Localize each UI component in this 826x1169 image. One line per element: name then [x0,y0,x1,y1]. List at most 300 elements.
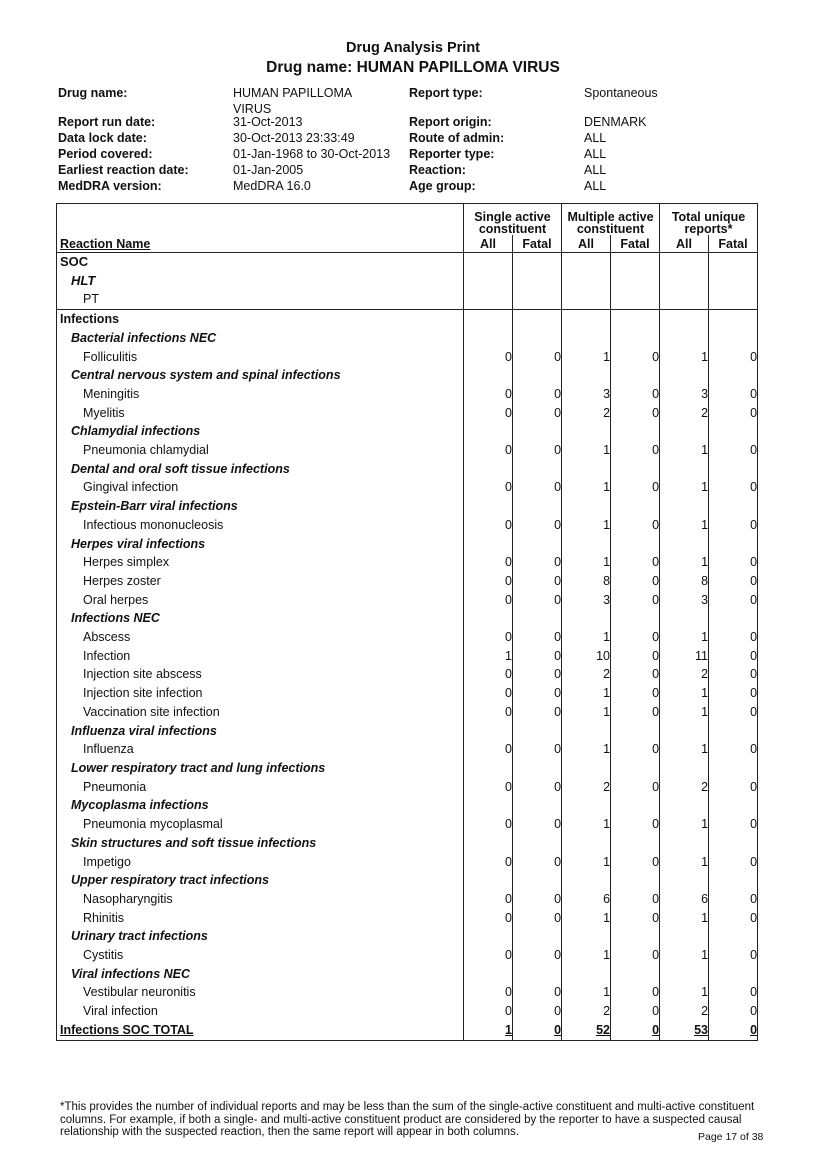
value-period-covered: 01-Jan-1968 to 30-Oct-2013 [233,147,391,161]
page-number: Page 17 of 38 [698,1131,764,1143]
count-single-all: 0 [464,909,513,928]
count-total-all: 3 [660,591,709,610]
reaction-name: Chlamydial infections [57,422,464,441]
header-spacer [57,204,464,236]
count-single-fatal: 0 [513,516,562,535]
col-header-multiple-all: All [562,235,611,253]
label-report-run-date: Report run date: [58,115,156,129]
count-single-all [464,609,513,628]
count-total-fatal [709,759,758,778]
soc-row [57,310,758,329]
legend-row-pt [57,290,758,309]
count-multiple-all: 2 [562,404,611,423]
count-total-fatal: 0 [709,478,758,497]
count-multiple-all [562,609,611,628]
label-report-origin: Report origin: [409,115,492,129]
count-single-all: 1 [464,647,513,666]
count-multiple-all: 1 [562,628,611,647]
soc-total-row [57,1021,758,1040]
pt-row [57,478,758,497]
count-multiple-fatal [611,796,660,815]
count-single-all: 0 [464,946,513,965]
hlt-row [57,759,758,778]
count-single-fatal: 0 [513,647,562,666]
pt-row [57,778,758,797]
value-report-type: Spontaneous [584,86,658,100]
hlt-row [57,871,758,890]
count-total-all [660,609,709,628]
legend-soc: SOC [57,253,464,272]
count-multiple-all: 1 [562,983,611,1002]
count-total-fatal [709,834,758,853]
count-multiple-all: 1 [562,516,611,535]
count-multiple-fatal: 0 [611,815,660,834]
label-drug-name: Drug name: [58,86,128,100]
count-total-fatal [709,460,758,479]
count-multiple-all [562,759,611,778]
value-reaction: ALL [584,163,607,177]
footnote: *This provides the number of individual reports and may be less than the sum of the single-active constituent and multi-active constituent columns. For example, if both a single- and multi-active constituent product are considered by the reporter to have a suspected causal relationship with the suspected reaction, then the same report will appear in both columns. [60,1101,755,1138]
count-multiple-fatal: 0 [611,983,660,1002]
reaction-name: Herpes viral infections [57,535,464,554]
soc-total-label: Infections SOC TOTAL [57,1021,464,1040]
count-single-fatal: 0 [513,890,562,909]
value-data-lock-date: 30-Oct-2013 23:33:49 [233,131,355,145]
pt-row [57,628,758,647]
reaction-name: Abscess [57,628,464,647]
count-total-all [660,366,709,385]
hlt-row [57,927,758,946]
pt-row [57,348,758,367]
count-total-all [660,460,709,479]
count-total-fatal: 0 [709,665,758,684]
count-multiple-fatal: 0 [611,348,660,367]
count-multiple-all: 1 [562,909,611,928]
count-multiple-fatal: 0 [611,404,660,423]
reaction-name: Myelitis [57,404,464,423]
count-single-all [464,796,513,815]
count-total-all: 1 [660,516,709,535]
count-multiple-fatal [611,609,660,628]
count-multiple-all [562,422,611,441]
count-multiple-fatal [611,422,660,441]
count-total-all [660,310,709,329]
count-total-all [660,329,709,348]
count-total-all [660,722,709,741]
count-multiple-fatal [611,460,660,479]
count-total-all: 2 [660,1002,709,1021]
count-single-fatal [513,871,562,890]
reaction-name: Infections NEC [57,609,464,628]
count-total-fatal: 0 [709,385,758,404]
legend-pt: PT [57,290,464,309]
count-multiple-fatal [611,927,660,946]
pt-row [57,1002,758,1021]
count-multiple-fatal: 0 [611,591,660,610]
pt-row [57,647,758,666]
count-multiple-all: 1 [562,740,611,759]
count-single-all: 0 [464,385,513,404]
count-multiple-fatal: 0 [611,665,660,684]
count-total-fatal: 0 [709,890,758,909]
count-single-fatal: 0 [513,665,562,684]
hlt-row [57,722,758,741]
pt-row [57,516,758,535]
count-total-fatal [709,927,758,946]
count-total-all: 1 [660,628,709,647]
count-single-fatal: 0 [513,703,562,722]
label-earliest-reaction-date: Earliest reaction date: [58,163,189,177]
value-report-run-date: 31-Oct-2013 [233,115,303,129]
count-multiple-fatal [611,834,660,853]
reaction-name: Vestibular neuronitis [57,983,464,1002]
count-total-fatal [709,609,758,628]
count-single-all [464,366,513,385]
reaction-name: Injection site infection [57,684,464,703]
count-total-all [660,497,709,516]
count-multiple-all [562,535,611,554]
count-multiple-all [562,366,611,385]
total-multiple-all: 52 [562,1021,611,1040]
count-total-all [660,535,709,554]
pt-row [57,572,758,591]
count-total-fatal [709,422,758,441]
col-header-single-fatal: Fatal [513,235,562,253]
count-total-all: 8 [660,572,709,591]
count-multiple-fatal: 0 [611,703,660,722]
label-age-group: Age group: [409,179,476,193]
count-multiple-all [562,497,611,516]
count-multiple-fatal: 0 [611,890,660,909]
count-single-all: 0 [464,441,513,460]
pt-row [57,740,758,759]
col-header-total-fatal: Fatal [709,235,758,253]
count-single-fatal [513,422,562,441]
count-single-all: 0 [464,853,513,872]
count-single-fatal: 0 [513,815,562,834]
count-single-fatal [513,927,562,946]
count-single-fatal: 0 [513,478,562,497]
count-single-fatal: 0 [513,553,562,572]
count-multiple-all: 1 [562,441,611,460]
count-total-fatal: 0 [709,647,758,666]
count-single-fatal [513,965,562,984]
reaction-name: Cystitis [57,946,464,965]
hlt-row [57,535,758,554]
reaction-name: Influenza [57,740,464,759]
count-multiple-fatal: 0 [611,740,660,759]
count-single-all [464,871,513,890]
count-single-fatal [513,722,562,741]
total-total-fatal: 0 [709,1021,758,1040]
count-single-fatal [513,497,562,516]
count-single-all: 0 [464,572,513,591]
count-single-all [464,497,513,516]
count-total-fatal: 0 [709,853,758,872]
count-total-fatal: 0 [709,684,758,703]
count-single-fatal: 0 [513,404,562,423]
count-total-fatal: 0 [709,909,758,928]
count-total-all: 1 [660,983,709,1002]
col-group-single-active: Single active constituent [464,204,562,236]
count-multiple-all: 1 [562,684,611,703]
count-total-fatal: 0 [709,703,758,722]
count-multiple-all [562,796,611,815]
count-total-fatal: 0 [709,815,758,834]
count-multiple-all: 1 [562,815,611,834]
reaction-name: Viral infections NEC [57,965,464,984]
count-total-all [660,834,709,853]
count-multiple-fatal [611,722,660,741]
count-total-all [660,796,709,815]
count-multiple-all [562,834,611,853]
count-total-all [660,871,709,890]
count-multiple-fatal: 0 [611,572,660,591]
reaction-name: Bacterial infections NEC [57,329,464,348]
hlt-row [57,366,758,385]
pt-row [57,665,758,684]
reaction-name: Vaccination site infection [57,703,464,722]
reaction-name: Herpes simplex [57,553,464,572]
hlt-row [57,329,758,348]
count-total-fatal: 0 [709,628,758,647]
count-total-fatal: 0 [709,572,758,591]
reaction-name: Oral herpes [57,591,464,610]
count-single-all: 0 [464,684,513,703]
count-total-fatal: 0 [709,516,758,535]
count-total-all: 1 [660,909,709,928]
col-header-multiple-fatal: Fatal [611,235,660,253]
reaction-table-body [57,253,758,1041]
count-total-fatal: 0 [709,348,758,367]
hlt-row [57,422,758,441]
count-single-fatal [513,796,562,815]
hlt-row [57,460,758,479]
count-total-all: 2 [660,665,709,684]
count-total-all: 1 [660,946,709,965]
count-total-fatal [709,366,758,385]
label-route-of-admin: Route of admin: [409,131,505,145]
count-single-fatal: 0 [513,385,562,404]
report-title: Drug Analysis Print [345,40,481,56]
count-multiple-fatal: 0 [611,385,660,404]
count-total-all [660,965,709,984]
count-total-fatal: 0 [709,946,758,965]
pt-row [57,591,758,610]
count-total-all: 2 [660,404,709,423]
count-multiple-fatal: 0 [611,441,660,460]
count-multiple-all: 6 [562,890,611,909]
count-single-fatal [513,310,562,329]
count-single-fatal [513,535,562,554]
count-multiple-all: 1 [562,703,611,722]
count-multiple-fatal [611,310,660,329]
col-group-multiple-active: Multiple active constituent [562,204,660,236]
count-multiple-all [562,927,611,946]
count-single-fatal [513,366,562,385]
label-data-lock-date: Data lock date: [58,131,147,145]
count-multiple-all: 1 [562,853,611,872]
reaction-name: Impetigo [57,853,464,872]
count-multiple-all: 8 [562,572,611,591]
count-multiple-all: 2 [562,665,611,684]
count-multiple-fatal [611,871,660,890]
count-total-fatal [709,497,758,516]
count-single-fatal: 0 [513,441,562,460]
count-multiple-all: 1 [562,348,611,367]
count-total-fatal [709,535,758,554]
reaction-name: Gingival infection [57,478,464,497]
count-single-fatal: 0 [513,591,562,610]
value-report-origin: DENMARK [584,115,647,129]
count-multiple-all [562,722,611,741]
label-reporter-type: Reporter type: [409,147,495,161]
pt-row [57,553,758,572]
count-total-fatal: 0 [709,983,758,1002]
reaction-name: Viral infection [57,1002,464,1021]
reaction-name: Pneumonia chlamydial [57,441,464,460]
count-multiple-fatal: 0 [611,778,660,797]
col-header-single-all: All [464,235,513,253]
count-single-fatal [513,460,562,479]
count-total-all [660,759,709,778]
count-single-fatal: 0 [513,348,562,367]
count-total-fatal: 0 [709,441,758,460]
reaction-name: Injection site abscess [57,665,464,684]
count-single-all: 0 [464,348,513,367]
count-multiple-fatal [611,535,660,554]
count-total-all [660,927,709,946]
reaction-table [56,203,758,1041]
count-single-fatal: 0 [513,946,562,965]
count-single-fatal: 0 [513,909,562,928]
reaction-name: Influenza viral infections [57,722,464,741]
count-single-all [464,834,513,853]
count-total-all: 2 [660,778,709,797]
count-single-all: 0 [464,815,513,834]
col-header-total-all: All [660,235,709,253]
count-multiple-fatal [611,366,660,385]
count-single-fatal: 0 [513,983,562,1002]
pt-row [57,684,758,703]
count-single-fatal: 0 [513,740,562,759]
count-multiple-all: 2 [562,1002,611,1021]
reaction-name: Pneumonia mycoplasmal [57,815,464,834]
hlt-row [57,965,758,984]
count-single-all: 0 [464,404,513,423]
count-multiple-all: 1 [562,478,611,497]
reaction-name: Central nervous system and spinal infections [57,366,464,385]
value-route-of-admin: ALL [584,131,607,145]
count-total-fatal [709,965,758,984]
reaction-name: Urinary tract infections [57,927,464,946]
count-single-fatal: 0 [513,684,562,703]
count-multiple-fatal [611,965,660,984]
count-multiple-all [562,871,611,890]
count-single-fatal [513,329,562,348]
count-total-all: 1 [660,703,709,722]
pt-row [57,890,758,909]
label-reaction: Reaction: [409,163,466,177]
value-earliest-reaction-date: 01-Jan-2005 [233,163,304,177]
total-total-all: 53 [660,1021,709,1040]
reaction-name: Infections [57,310,464,329]
count-total-all: 1 [660,553,709,572]
count-single-all [464,329,513,348]
count-total-fatal [709,310,758,329]
reaction-name: Nasopharyngitis [57,890,464,909]
hlt-row [57,796,758,815]
count-single-all [464,759,513,778]
count-multiple-all [562,460,611,479]
count-multiple-fatal: 0 [611,628,660,647]
count-single-all [464,927,513,946]
value-reporter-type: ALL [584,147,607,161]
total-single-all: 1 [464,1021,513,1040]
count-single-all: 0 [464,740,513,759]
reaction-name: Herpes zoster [57,572,464,591]
count-total-fatal: 0 [709,1002,758,1021]
count-single-fatal: 0 [513,778,562,797]
count-multiple-fatal: 0 [611,946,660,965]
reaction-name: Skin structures and soft tissue infections [57,834,464,853]
count-single-all: 0 [464,553,513,572]
count-single-fatal [513,759,562,778]
count-single-all [464,965,513,984]
count-total-all: 1 [660,478,709,497]
count-single-all [464,460,513,479]
count-total-fatal [709,871,758,890]
pt-row [57,909,758,928]
count-single-fatal: 0 [513,1002,562,1021]
count-single-fatal [513,609,562,628]
reaction-name: Folliculitis [57,348,464,367]
count-multiple-all: 2 [562,778,611,797]
count-total-all: 1 [660,441,709,460]
count-multiple-fatal: 0 [611,478,660,497]
pt-row [57,815,758,834]
count-single-all: 0 [464,665,513,684]
pt-row [57,441,758,460]
reaction-name: Pneumonia [57,778,464,797]
count-single-all [464,535,513,554]
count-single-all: 0 [464,890,513,909]
count-total-all: 1 [660,815,709,834]
reaction-name: Infectious mononucleosis [57,516,464,535]
count-multiple-fatal: 0 [611,516,660,535]
count-total-all: 1 [660,684,709,703]
count-single-all: 0 [464,628,513,647]
pt-row [57,983,758,1002]
value-drug-name: HUMAN PAPILLOMA VIRUS [233,86,352,116]
count-single-all: 0 [464,591,513,610]
count-single-all: 0 [464,703,513,722]
label-meddra-version: MedDRA version: [58,179,162,193]
col-header-reaction-name: Reaction Name [57,235,464,253]
hlt-row [57,497,758,516]
count-multiple-fatal [611,329,660,348]
count-multiple-all [562,310,611,329]
reaction-name: Upper respiratory tract infections [57,871,464,890]
reaction-name: Meningitis [57,385,464,404]
reaction-name: Rhinitis [57,909,464,928]
count-total-all: 11 [660,647,709,666]
reaction-name: Mycoplasma infections [57,796,464,815]
count-single-all [464,422,513,441]
count-multiple-all: 3 [562,385,611,404]
total-multiple-fatal: 0 [611,1021,660,1040]
count-total-all: 1 [660,740,709,759]
